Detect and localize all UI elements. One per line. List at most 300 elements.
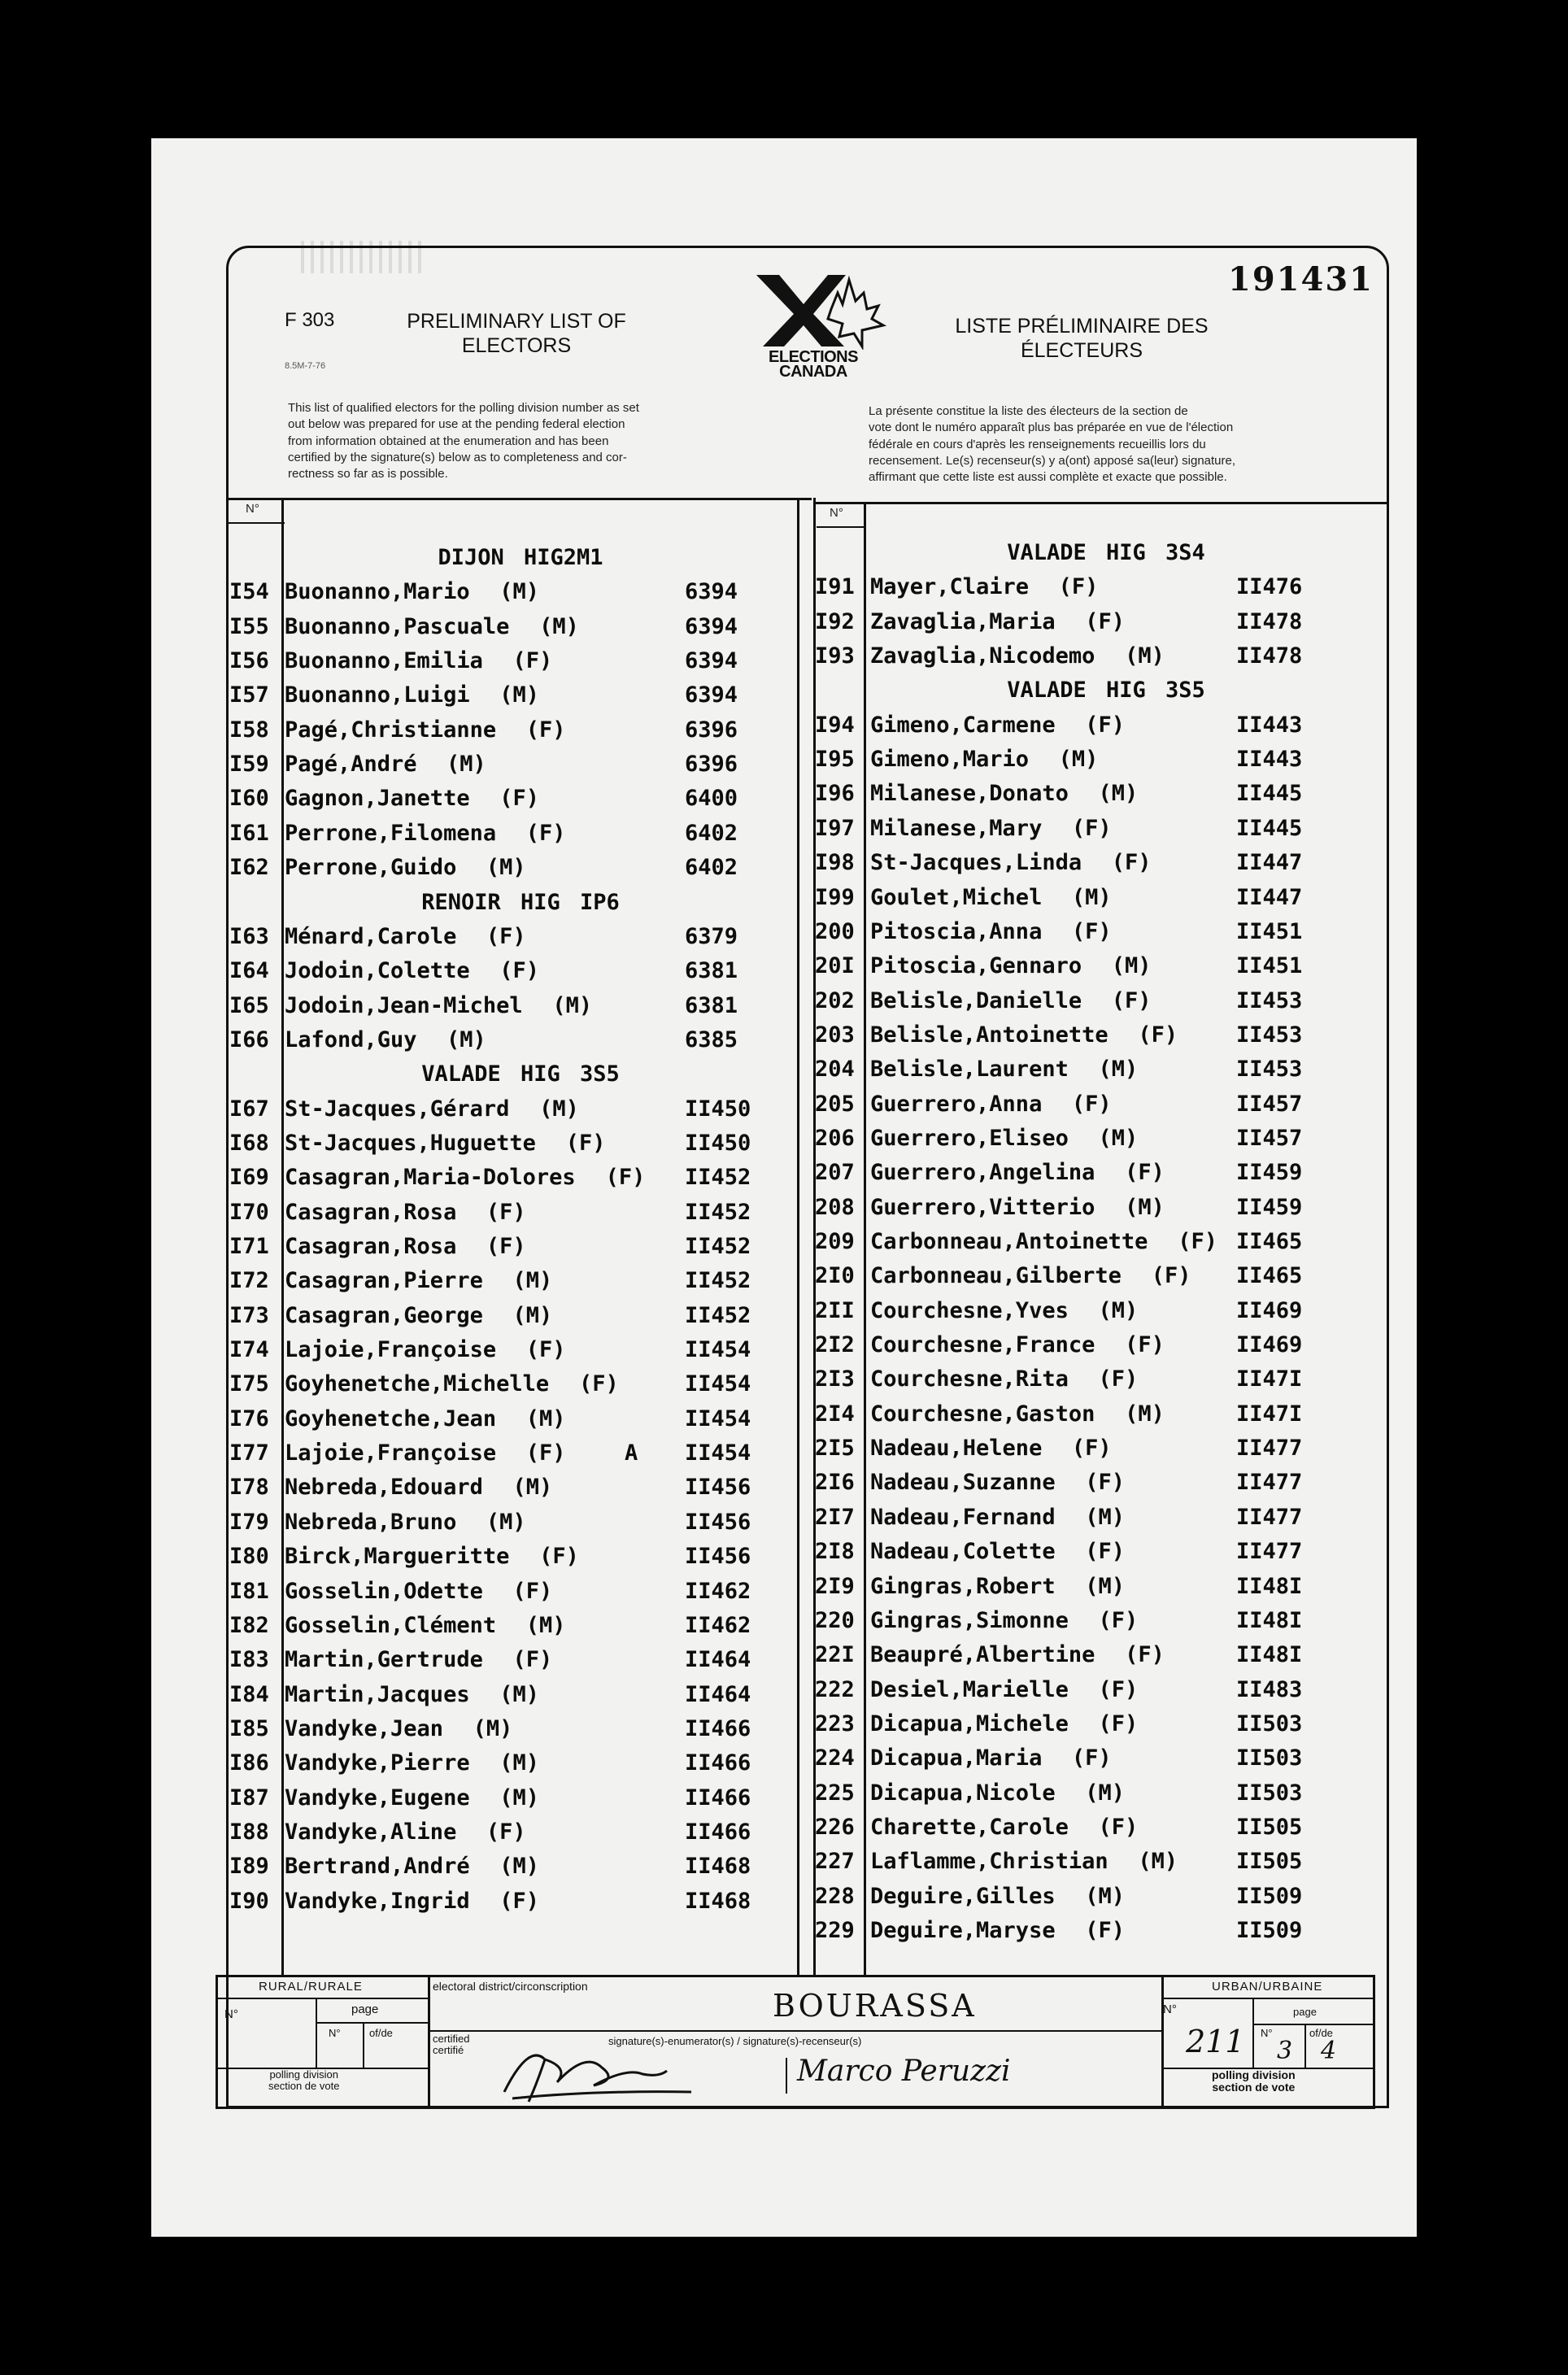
elector-name: Gagnon,Janette (285, 786, 470, 812)
elector-name: Zavaglia,Maria (870, 608, 1056, 634)
urban-no-divider (1252, 1999, 1254, 2068)
elector-name: Zavaglia,Nicodemo (870, 643, 1095, 669)
elector-address: II466 (685, 1750, 751, 1776)
rural-label: RURAL/RURALE (259, 1980, 363, 1994)
elector-name: Gingras,Simonne (870, 1607, 1069, 1633)
elector-number: I70 (229, 1199, 269, 1225)
elector-sex: (M) (486, 1509, 526, 1535)
elector-number: I56 (229, 648, 269, 674)
elector-name: St-Jacques,Huguette (285, 1130, 536, 1156)
intro-en-line-1: This list of qualified electors for the polling division number as set (288, 401, 639, 415)
urban-page-no-label: N° (1261, 2027, 1273, 2039)
elector-name: Casagran,Maria-Dolores (285, 1165, 576, 1191)
elector-name: Bertrand,André (285, 1854, 470, 1880)
elector-number: I96 (815, 781, 855, 807)
elector-number: I93 (815, 643, 855, 669)
elector-number: 2I4 (815, 1401, 855, 1427)
rural-polling-label (268, 2069, 339, 2092)
elector-sex: (F) (1085, 712, 1125, 738)
elector-address: II483 (1236, 1676, 1303, 1702)
rural-no-label: N° (224, 2007, 238, 2021)
elector-address: II509 (1236, 1883, 1303, 1909)
elector-name: Deguire,Maryse (870, 1918, 1056, 1943)
elector-sex: (F) (1138, 1022, 1178, 1048)
elector-number: I54 (229, 579, 269, 605)
elector-name: Martin,Jacques (285, 1681, 470, 1707)
elector-name: Charette,Carole (870, 1814, 1069, 1840)
elector-name: Deguire,Gilles (870, 1883, 1056, 1909)
elector-address: II445 (1236, 815, 1303, 841)
elector-number: 20I (815, 953, 855, 979)
elector-number: I87 (229, 1785, 269, 1811)
elector-name: Casagran,Pierre (285, 1268, 483, 1294)
elector-sex: (M) (1125, 1194, 1165, 1220)
elector-number: 209 (815, 1229, 855, 1254)
rural-page-label: page (351, 2002, 379, 2016)
elector-number: 226 (815, 1814, 855, 1840)
elector-name: Pagé,André (285, 752, 417, 778)
elector-number: 229 (815, 1918, 855, 1943)
elector-number: I80 (229, 1544, 269, 1570)
elector-number: I61 (229, 820, 269, 846)
elector-address: II469 (1236, 1297, 1303, 1323)
elector-name: Gosselin,Odette (285, 1578, 483, 1604)
elector-address: II454 (685, 1440, 751, 1466)
elector-address: II509 (1236, 1918, 1303, 1943)
elector-address: II466 (685, 1785, 751, 1811)
intro-en (288, 400, 760, 482)
elector-sex: (M) (486, 855, 526, 881)
elector-sex: (F) (1151, 1263, 1191, 1289)
elector-number: 228 (815, 1883, 855, 1909)
intro-fr-line-4: recensement. Le(s) recenseur(s) y a(ont) apposé sa(leur) signature, (869, 453, 1236, 468)
elector-address: 6394 (685, 682, 738, 708)
elector-number: I81 (229, 1578, 269, 1604)
elector-address: 6381 (685, 992, 738, 1018)
elector-sex: (M) (1085, 1883, 1125, 1909)
elector-address: 6396 (685, 752, 738, 778)
elector-name: Belisle,Laurent (870, 1057, 1069, 1083)
elector-address: II454 (685, 1337, 751, 1363)
elector-number: I92 (815, 608, 855, 634)
elector-sex: (F) (525, 820, 566, 846)
logo-text (740, 350, 886, 379)
elector-number: I98 (815, 850, 855, 876)
elector-number: I69 (229, 1165, 269, 1191)
elector-number: I84 (229, 1681, 269, 1707)
elector-name: Milanese,Mary (870, 815, 1043, 841)
elector-sex: (F) (539, 1544, 579, 1570)
elector-address: II452 (685, 1234, 751, 1259)
elector-sex: (F) (1058, 574, 1099, 600)
elector-name: Gingras,Robert (870, 1573, 1056, 1599)
elector-sex: (F) (1085, 1539, 1125, 1565)
elector-name: Courchesne,France (870, 1332, 1095, 1358)
elector-sex: (M) (446, 752, 486, 778)
center-rule-a (797, 498, 799, 1975)
rural-box-right (428, 1975, 430, 2109)
urban-of-label: of/de (1309, 2027, 1333, 2039)
intro-en-line-5: rectness so far as is possible. (288, 467, 448, 481)
elector-number: I64 (229, 958, 269, 984)
elector-sex: (F) (1111, 987, 1152, 1013)
elector-sex: (M) (1071, 884, 1112, 910)
elector-sex: (F) (1071, 1436, 1112, 1462)
elector-address: II47I (1236, 1401, 1303, 1427)
elector-sex: (M) (473, 1715, 513, 1741)
maple-leaf-x-icon (740, 268, 886, 350)
urban-box-left (1161, 1975, 1164, 2109)
elector-sex: (F) (565, 1130, 606, 1156)
rural-of-label: of/de (369, 2027, 393, 2039)
elector-name: Carbonneau,Antoinette (870, 1229, 1148, 1254)
elector-sex: (F) (499, 958, 539, 984)
rural-polling-label-1: polling division (269, 2068, 338, 2081)
urban-polling-label-2: section de vote (1212, 2081, 1296, 2094)
elector-number: 2I2 (815, 1332, 855, 1358)
form-code: F 303 (285, 309, 335, 331)
elector-address: II453 (1236, 987, 1303, 1013)
elector-name: Nadeau,Fernand (870, 1504, 1056, 1530)
elector-number: 206 (815, 1125, 855, 1151)
elector-number: I65 (229, 992, 269, 1018)
elector-sex: (F) (1111, 850, 1152, 876)
elector-address: 6381 (685, 958, 738, 984)
elector-name: Gimeno,Mario (870, 747, 1030, 773)
elector-name: Goulet,Michel (870, 884, 1043, 910)
elector-sex: (M) (1098, 1125, 1139, 1151)
elector-sex: (M) (499, 1681, 539, 1707)
elector-address: II48I (1236, 1642, 1303, 1668)
elector-name: Desiel,Marielle (870, 1676, 1069, 1702)
elector-number: 2I6 (815, 1470, 855, 1496)
elector-number: I99 (815, 884, 855, 910)
elector-name: Perrone,Filomena (285, 820, 497, 846)
elector-name: St-Jacques,Linda (870, 850, 1082, 876)
intro-fr (869, 403, 1357, 486)
elector-address: II503 (1236, 1745, 1303, 1771)
elector-address: II457 (1236, 1125, 1303, 1151)
district-label: electoral district/circonscription (433, 1980, 588, 1993)
elector-address: II468 (685, 1854, 751, 1880)
urban-label-rule (1161, 1998, 1374, 1999)
elector-address: II478 (1236, 608, 1303, 634)
elector-number: 223 (815, 1710, 855, 1737)
elector-name: Martin,Gertrude (285, 1647, 483, 1673)
elector-sex: (M) (539, 613, 579, 639)
elector-sex: (F) (512, 1647, 553, 1673)
elector-mark: A (625, 1440, 638, 1466)
intro-fr-line-1: La présente constitue la liste des électeurs de la section de (869, 404, 1188, 418)
elector-name: Guerrero,Angelina (870, 1160, 1095, 1186)
elector-sex: (F) (1098, 1814, 1139, 1840)
elector-name: Vandyke,Aline (285, 1819, 457, 1845)
elector-number: I76 (229, 1405, 269, 1432)
elector-number: I83 (229, 1647, 269, 1673)
elector-name: Laflamme,Christian (870, 1849, 1108, 1875)
district-rule (428, 2030, 1163, 2032)
elector-number: I90 (229, 1888, 269, 1914)
elector-sex: (M) (525, 1612, 566, 1638)
elector-sex: (F) (499, 1888, 539, 1914)
title-fr (943, 314, 1220, 363)
elector-name: Nebreda,Bruno (285, 1509, 457, 1535)
elector-sex: (M) (499, 682, 539, 708)
elector-address: II459 (1236, 1160, 1303, 1186)
elector-number: I72 (229, 1268, 269, 1294)
certified-label (433, 2033, 470, 2056)
certified-label-2: certifié (433, 2044, 464, 2056)
elector-number: I60 (229, 786, 269, 812)
elector-number: I71 (229, 1234, 269, 1259)
elector-address: II447 (1236, 884, 1303, 910)
elector-name: St-Jacques,Gérard (285, 1096, 510, 1122)
street-section-heading: VALADE HIG 3S5 (1007, 678, 1205, 704)
elector-sex: (F) (1098, 1366, 1139, 1392)
title-en-line-2: ELECTORS (461, 334, 572, 357)
elector-sex: (M) (1098, 781, 1139, 807)
elector-name: Ménard,Carole (285, 923, 457, 949)
intro-en-line-3: from information obtained at the enumeration and has been (288, 434, 609, 448)
elector-sex: (M) (1085, 1573, 1125, 1599)
elector-name: Nadeau,Helene (870, 1436, 1043, 1462)
title-fr-line-2: ÉLECTEURS (1020, 339, 1143, 362)
elector-name: Guerrero,Anna (870, 1091, 1043, 1117)
elector-number: 225 (815, 1780, 855, 1806)
intro-en-line-4: certified by the signature(s) below as to completeness and cor- (288, 450, 627, 464)
street-section-heading: VALADE HIG 3S5 (421, 1061, 620, 1087)
elector-name: Buonanno,Mario (285, 579, 470, 605)
elector-number: I88 (229, 1819, 269, 1845)
elector-address: II503 (1236, 1710, 1303, 1737)
elector-number: 208 (815, 1194, 855, 1220)
elector-number: I77 (229, 1440, 269, 1466)
elector-number: 22I (815, 1642, 855, 1668)
enumerator-signature-1 (480, 2035, 699, 2108)
elector-number: I58 (229, 717, 269, 743)
elector-address: II462 (685, 1612, 751, 1638)
elector-sex: (F) (525, 1337, 566, 1363)
elector-address: II476 (1236, 574, 1303, 600)
elector-number: 2II (815, 1297, 855, 1323)
elector-name: Buonanno,Pascuale (285, 613, 510, 639)
elector-number: 2I0 (815, 1263, 855, 1289)
elector-address: II452 (685, 1268, 751, 1294)
elector-name: Lafond,Guy (285, 1026, 417, 1052)
elector-sex: (M) (499, 1854, 539, 1880)
elector-sex: (F) (1125, 1160, 1165, 1186)
elector-address: II454 (685, 1371, 751, 1397)
elector-sex: (F) (1098, 1607, 1139, 1633)
elector-name: Courchesne,Rita (870, 1366, 1069, 1392)
elector-name: Goyhenetche,Jean (285, 1405, 497, 1432)
elector-sex: (M) (499, 579, 539, 605)
elector-address: II465 (1236, 1229, 1303, 1254)
elector-address: 6402 (685, 820, 738, 846)
elector-number: I78 (229, 1475, 269, 1501)
elector-address: II464 (685, 1681, 751, 1707)
elector-name: Vandyke,Pierre (285, 1750, 470, 1776)
elector-address: 6394 (685, 579, 738, 605)
elector-name: Guerrero,Vitterio (870, 1194, 1095, 1220)
title-en-line-1: PRELIMINARY LIST OF (407, 310, 626, 333)
elector-name: Gosselin,Clément (285, 1612, 497, 1638)
elector-name: Dicapua,Maria (870, 1745, 1043, 1771)
elector-sex: (F) (1071, 815, 1112, 841)
elector-address: II452 (685, 1302, 751, 1328)
urban-no-value: 211 (1186, 2024, 1245, 2059)
elector-sex: (F) (605, 1165, 646, 1191)
rural-label-rule (216, 1998, 429, 1999)
no-box-bottom-left (226, 522, 285, 524)
elector-name: Birck,Margueritte (285, 1544, 510, 1570)
certified-label-1: certified (433, 2033, 470, 2045)
elector-name: Guerrero,Eliseo (870, 1125, 1069, 1151)
elections-canada-logo (740, 268, 886, 381)
elector-name: Jodoin,Jean-Michel (285, 992, 523, 1018)
urban-no-label: N° (1163, 2002, 1177, 2016)
elector-address: II477 (1236, 1436, 1303, 1462)
elector-number: 224 (815, 1745, 855, 1771)
elector-address: II450 (685, 1130, 751, 1156)
elector-name: Pagé,Christianne (285, 717, 497, 743)
elector-address: II453 (1236, 1057, 1303, 1083)
signature-label: signature(s)-enumerator(s) / signature(s)-recenseur(s) (608, 2035, 862, 2047)
intro-en-line-2: out below was prepared for use at the pending federal election (288, 417, 625, 432)
urban-of-value: 4 (1321, 2037, 1337, 2065)
urban-polling-label-1: polling division (1212, 2068, 1296, 2081)
elector-number: 203 (815, 1022, 855, 1048)
elector-number: 227 (815, 1849, 855, 1875)
rural-page-divider (363, 2022, 364, 2068)
elector-sex: (M) (1085, 1504, 1125, 1530)
elector-address: II464 (685, 1647, 751, 1673)
elector-number: I79 (229, 1509, 269, 1535)
elector-name: Vandyke,Jean (285, 1715, 444, 1741)
elector-number: 2I9 (815, 1573, 855, 1599)
elector-address: II505 (1236, 1849, 1303, 1875)
elector-name: Belisle,Danielle (870, 987, 1082, 1013)
logo-text-line-1: ELECTIONS (769, 348, 858, 366)
intro-fr-line-2: vote dont le numéro apparaît plus bas préparée en vue de l'élection (869, 421, 1234, 435)
elector-sex: (M) (1138, 1849, 1178, 1875)
elector-address: II466 (685, 1715, 751, 1741)
elector-sex: (M) (1111, 953, 1152, 979)
elector-number: 205 (815, 1091, 855, 1117)
elector-sex: (F) (486, 923, 526, 949)
elector-sex: (F) (486, 1199, 526, 1225)
urban-page-rule (1252, 2024, 1374, 2025)
elector-name: Casagran,George (285, 1302, 483, 1328)
elector-name: Dicapua,Nicole (870, 1780, 1056, 1806)
elector-sex: (M) (1098, 1297, 1139, 1323)
serial-number: 191431 (1228, 260, 1374, 299)
elector-address: II465 (1236, 1263, 1303, 1289)
elector-address: II451 (1236, 953, 1303, 979)
elector-number: I55 (229, 613, 269, 639)
elector-name: Courchesne,Gaston (870, 1401, 1095, 1427)
elector-name: Casagran,Rosa (285, 1199, 457, 1225)
elector-address: II48I (1236, 1607, 1303, 1633)
right-no-column-rule (864, 502, 866, 1975)
elector-address: II454 (685, 1405, 751, 1432)
elector-sex: (F) (1098, 1676, 1139, 1702)
elector-number: I94 (815, 712, 855, 738)
elector-number: I66 (229, 1026, 269, 1052)
elector-sex: (M) (499, 1750, 539, 1776)
elector-sex: (M) (499, 1785, 539, 1811)
elector-sex: (M) (1098, 1057, 1139, 1083)
elector-sex: (F) (512, 648, 553, 674)
elector-address: 6400 (685, 786, 738, 812)
urban-page-label: page (1293, 2006, 1317, 2018)
enumerator-signature-2: Marco Peruzzi (797, 2055, 1011, 2088)
elector-sex: (F) (1071, 918, 1112, 944)
elector-name: Lajoie,Françoise (285, 1337, 497, 1363)
intro-fr-line-5: affirmant que cette liste est aussi complète et exacte que possible. (869, 470, 1227, 484)
elector-address: II456 (685, 1509, 751, 1535)
elector-address: II477 (1236, 1539, 1303, 1565)
elector-name: Pitoscia,Anna (870, 918, 1043, 944)
urban-polling-label (1212, 2069, 1296, 2094)
elector-address: 6385 (685, 1026, 738, 1052)
elector-address: II47I (1236, 1366, 1303, 1392)
urban-page-divider (1304, 2024, 1306, 2068)
elector-sex: (F) (1071, 1745, 1112, 1771)
elector-number: I67 (229, 1096, 269, 1122)
street-section-heading: DIJON HIG2M1 (438, 545, 603, 570)
elector-sex: (M) (1125, 643, 1165, 669)
elector-name: Carbonneau,Gilberte (870, 1263, 1122, 1289)
elector-name: Nadeau,Suzanne (870, 1470, 1056, 1496)
elector-address: II452 (685, 1199, 751, 1225)
elector-number: 200 (815, 918, 855, 944)
elector-number: 202 (815, 987, 855, 1013)
elector-address: II459 (1236, 1194, 1303, 1220)
elector-number: 2I8 (815, 1539, 855, 1565)
elector-sex: (M) (512, 1302, 553, 1328)
elector-sex: (F) (486, 1819, 526, 1845)
elector-name: Perrone,Guido (285, 855, 457, 881)
elector-number: 2I3 (815, 1366, 855, 1392)
elector-sex: (M) (1058, 747, 1099, 773)
elector-number: I57 (229, 682, 269, 708)
elector-sex: (F) (1085, 1470, 1125, 1496)
no-box-bottom-right (817, 526, 865, 528)
elector-address: II447 (1236, 850, 1303, 876)
elector-sex: (F) (486, 1234, 526, 1259)
elector-number: I85 (229, 1715, 269, 1741)
district-value: BOURASSA (773, 1988, 977, 2024)
elector-sex: (F) (1085, 1918, 1125, 1943)
elector-address: II453 (1236, 1022, 1303, 1048)
rural-no-divider (316, 1999, 317, 2068)
footer-top-rule (216, 1975, 1375, 1977)
elector-address: II456 (685, 1475, 751, 1501)
elector-number: I86 (229, 1750, 269, 1776)
elector-name: Vandyke,Eugene (285, 1785, 470, 1811)
elector-address: II505 (1236, 1814, 1303, 1840)
no-label-right: N° (830, 506, 843, 520)
elector-name: Mayer,Claire (870, 574, 1030, 600)
elector-address: II451 (1236, 918, 1303, 944)
elector-address: 6379 (685, 923, 738, 949)
elector-number: I73 (229, 1302, 269, 1328)
elector-sex: (F) (499, 786, 539, 812)
signature-divider (786, 2058, 787, 2094)
elector-address: II456 (685, 1544, 751, 1570)
left-no-column-rule (281, 498, 284, 1975)
